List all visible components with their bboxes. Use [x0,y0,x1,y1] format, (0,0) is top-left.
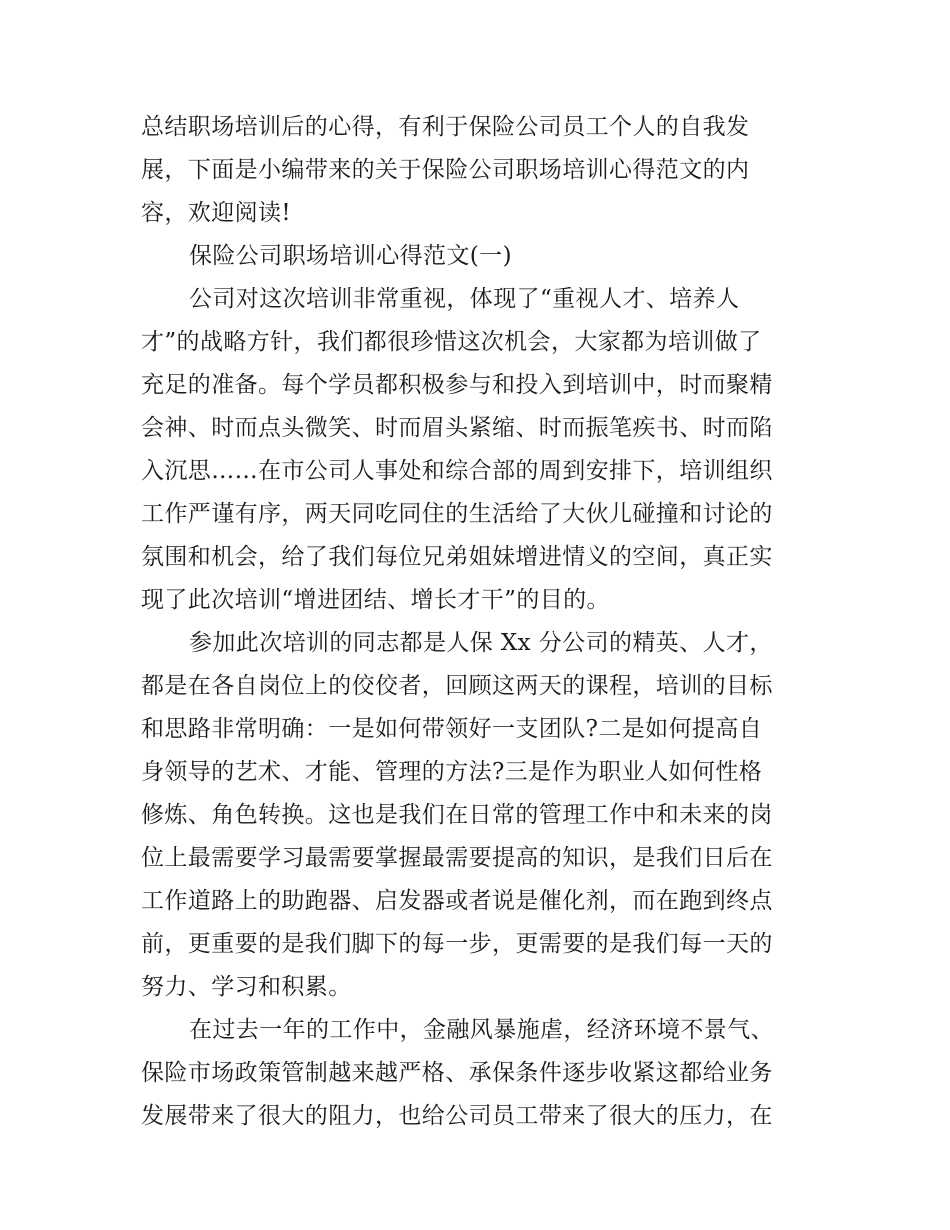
intro-line: 展，下面是小编带来的关于保险公司职场培训心得范文的内 [141,157,750,183]
paragraph-line: 前，更重要的是我们脚下的每一步，更需要的是我们每一天的 [141,931,773,957]
paragraph-line: 位上最需要学习最需要掌握最需要提高的知识，是我们日后在 [141,845,773,871]
paragraph-line: 身领导的艺术、才能、管理的方法?三是作为职业人如何性格 [141,759,763,785]
paragraph-line: 发展带来了很大的阻力，也给公司员工带来了很大的压力，在 [141,1103,773,1129]
paragraph-line: 公司对这次培训非常重视，体现了“重视人才、培养人 [189,286,740,312]
paragraph-line: 会神、时而点头微笑、时而眉头紧缩、时而振笔疾书、时而陷 [141,415,773,441]
paragraph-line: 工作道路上的助跑器、启发器或者说是催化剂，而在跑到终点 [141,888,773,914]
paragraph-line: 在过去一年的工作中，金融风暴施虐，经济环境不景气、 [189,1017,774,1043]
paragraph-line: 努力、学习和积累。 [141,974,352,1000]
paragraph-line: 现了此次培训“增进团结、增长才干”的目的。 [141,587,610,613]
paragraph-line: 充足的准备。每个学员都积极参与和投入到培训中，时而聚精 [141,372,773,398]
paragraph-line: 入沉思……在市公司人事处和综合部的周到安排下，培训组织 [141,458,773,484]
paragraph-line: 参加此次培训的同志都是人保 Xx 分公司的精英、人才， [189,630,773,656]
paragraph-line: 才”的战略方针，我们都很珍惜这次机会，大家都为培训做了 [141,329,762,355]
paragraph-line: 和思路非常明确：一是如何带领好一支团队?二是如何提高自 [141,716,763,742]
paragraph-line: 修炼、角色转换。这也是我们在日常的管理工作中和未来的岗 [141,802,773,828]
paragraph-line: 都是在各自岗位上的佼佼者，回顾这两天的课程，培训的目标 [141,673,773,699]
intro-line: 总结职场培训后的心得，有利于保险公司员工个人的自我发 [141,114,750,140]
paragraph-line: 氛围和机会，给了我们每位兄弟姐妹增进情义的空间，真正实 [141,544,773,570]
section-heading: 保险公司职场培训心得范文(一) [189,243,512,269]
paragraph-line: 工作严谨有序，两天同吃同住的生活给了大伙儿碰撞和讨论的 [141,501,773,527]
intro-line: 容，欢迎阅读! [141,200,292,226]
paragraph-line: 保险市场政策管制越来越严格、承保条件逐步收紧这都给业务 [141,1060,773,1086]
